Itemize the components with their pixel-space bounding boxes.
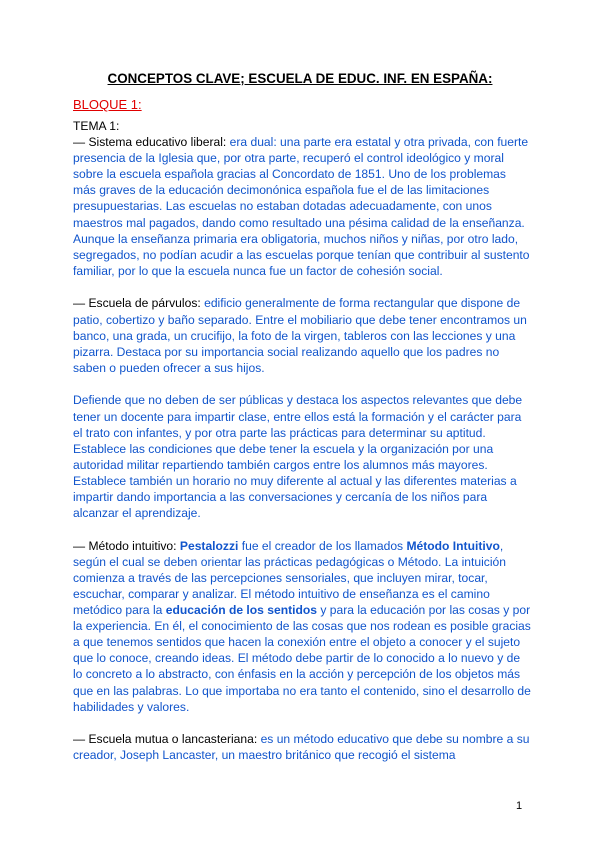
definition-text: es un método educativo que debe su nombre a su creador, Joseph Lancaster, un maestro británico que recogió el sistema <box>73 732 530 763</box>
definition-text: era dual: una parte era estatal y otra privada, con fuerte presencia de la Iglesia que, por otra parte, recuperó el control ideológico y moral sobre la escuela española gracias al Concordato de 1851. Uno de los problemas más graves de la educación decimonónica española fue el de las limitaciones presupuestarias. Las escuelas no estaban dotadas adecuadamente, con unos maestros mal pagados, dando como resultado una pésima calidad de la enseñanza. Aunque la enseñanza primaria era obligatoria, muchos niños y niñas, por otro lado, segregados, no podían acudir a las escuelas porque tenían que contribuir al sustento familiar, por lo que la escuela nunca fue un factor de cohesión social. <box>73 135 530 278</box>
definition-text: edificio generalmente de forma rectangular que dispone de patio, cobertizo y baño separado. Entre el mobiliario que debe tener encontramos un banco, una grada, un crucifijo, la foto de la virgen, tableros con las lecciones y una pizarra. Destaca por su importancia social realizando aquello que los padres no saben o pueden ofrecer a sus hijos. <box>73 296 527 375</box>
paragraph-escuela-parvulos <box>73 295 531 375</box>
bold-term: Pestalozzi <box>179 538 239 553</box>
term-label: — Escuela mutua o lancasteriana: <box>73 732 258 747</box>
definition-text: fue el creador de los llamados <box>238 538 407 553</box>
paragraph-sistema-liberal <box>73 134 531 279</box>
document-title: CONCEPTOS CLAVE; ESCUELA DE EDUC. INF. EN ESPAÑA: <box>107 71 493 86</box>
bold-term: Método Intuitivo <box>406 538 500 553</box>
term-label: — Método intuitivo: <box>73 538 177 553</box>
section-heading: BLOQUE 1: <box>73 97 142 112</box>
bold-term: educación de los sentidos <box>165 603 317 618</box>
tema-label: TEMA 1: <box>73 119 120 133</box>
definition-text: y para la educación por las cosas y por la experiencia. En él, el conocimiento de las cosas que nos rodean es posible gracias a que tenemos sentidos que hacen la conexión entre el objeto a conocer y el sujeto que lo conoce, creando ideas. El método debe partir de lo conocido a lo nuevo y de lo concreto a lo abstracto, con énfasis en la acción y percepción de los objetos más que en las palabras. Lo que importaba no era tanto el contenido, sino el desarrollo de habilidades y valores. <box>73 603 531 714</box>
term-label: — Sistema educativo liberal: <box>73 135 227 150</box>
paragraph-metodo-intuitivo <box>73 538 531 715</box>
document-body <box>73 118 531 780</box>
paragraph-escuela-mutua <box>73 731 531 763</box>
paragraph-defiende: Defiende que no deben de ser públicas y destaca los aspectos relevantes que debe tener un docente para impartir clase, entre ellos está la formación y el carácter para el trato con infantes, y por otra parte las prácticas para determinar su aptitud. Establece las condiciones que debe tener la escuela y la organización por una autoridad militar repartiendo también cargos entre los alumnos más mayores. Establece también un horario no muy diferente al actual y las diferentes materias a impartir dando importancia a las conversaciones y cercanía de los niños para alcanzar el aprendizaje. <box>73 393 523 521</box>
page-number: 1 <box>516 800 523 812</box>
term-label: — Escuela de párvulos: <box>73 296 201 311</box>
definition-text: , según el cual se deben orientar las prácticas pedagógicas o Método. La intuición comienza a través de las percepciones sensoriales, que incluyen mirar, tocar, escuchar, comparar y analizar. El método intuitivo de enseñanza es el camino metódico para la <box>73 538 506 618</box>
